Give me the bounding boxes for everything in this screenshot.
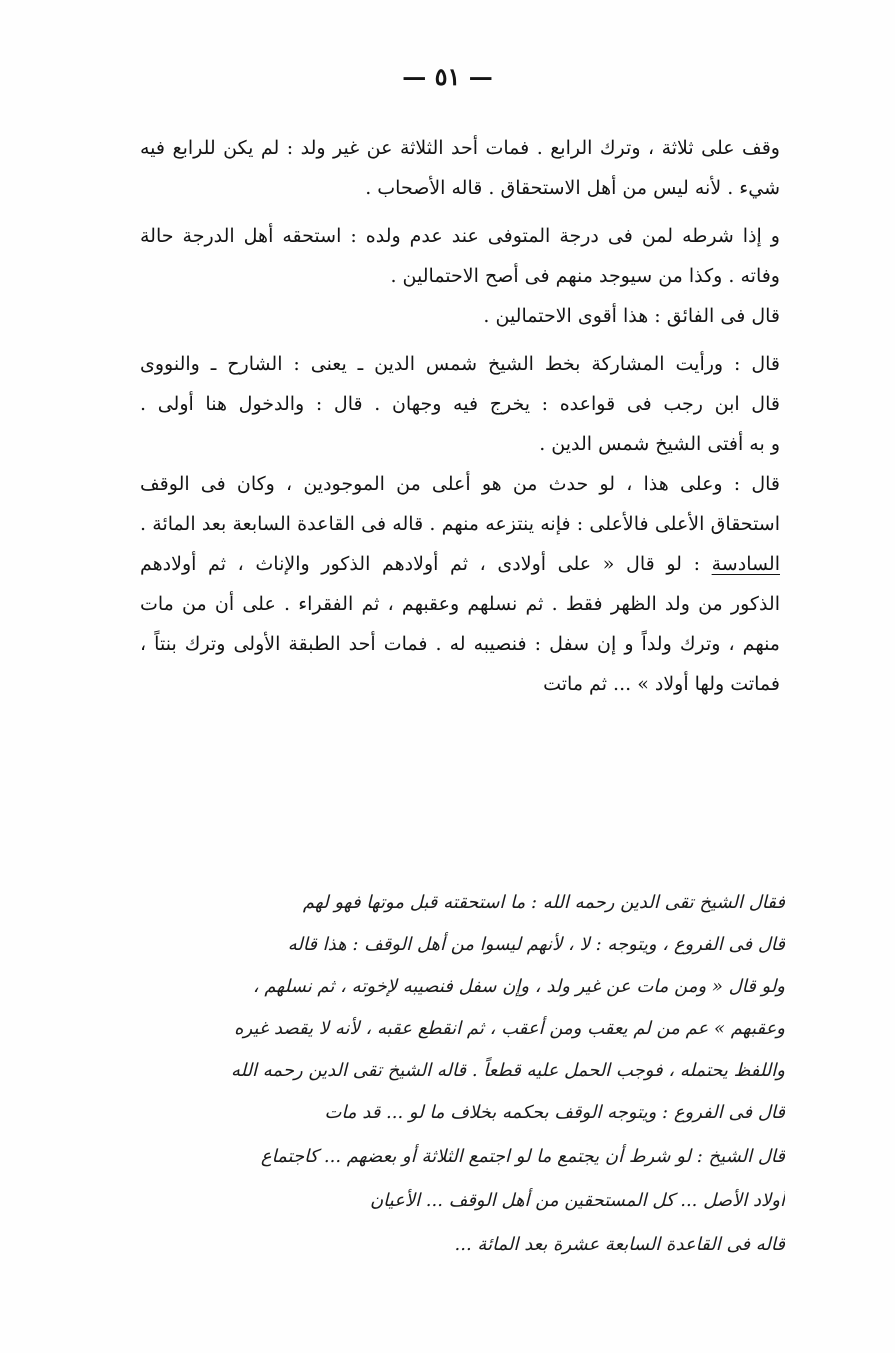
handwritten-line: أولاد الأصل ... كل المستحقين من أهل الوقف ... الأعيان: [369, 1190, 785, 1211]
sixth-issue-line: [140, 544, 780, 584]
sixth-line-rest: : لو قال « على أولادى ، ثم أولادهم الذكور والإناث ، ثم أولادهم: [140, 553, 700, 575]
handwritten-line: وعقبهم » عم من لم يعقب ومن أعقب ، ثم انقطع عقبه ، لأنه لا يقصد غيره: [234, 1018, 785, 1039]
text-line: فماتت ولها أولاد » ... ثم ماتت: [543, 673, 780, 695]
handwritten-line: قاله فى القاعدة السابعة عشرة بعد المائة ...: [454, 1234, 785, 1255]
text-line: قال ابن رجب فى قواعده : يخرج فيه وجهان . قال : والدخول هنا أولى .: [140, 393, 780, 415]
handwritten-line: قال فى الفروع ، ويتوجه : لا ، لأنهم ليسوا من أهل الوقف : هذا قاله: [287, 934, 785, 955]
text-line: استحقاق الأعلى فالأعلى : فإنه ينتزعه منهم . قاله فى القاعدة السابعة بعد المائة .: [140, 513, 780, 535]
text-line: و إذا شرطه لمن فى درجة المتوفى عند عدم ولده : استحقه أهل الدرجة حالة: [140, 225, 780, 247]
handwritten-line: فقال الشيخ تقى الدين رحمه الله : ما استحقته قبل موتها فهو لهم: [302, 892, 785, 913]
text-line: قال : ورأيت المشاركة بخط الشيخ شمس الدين ـ يعنى : الشارح ـ والنووى: [140, 353, 780, 375]
text-line: وفاته . وكذا من سيوجد منهم فى أصح الاحتمالين .: [390, 265, 780, 287]
text-line: قال فى الفائق : هذا أقوى الاحتمالين .: [483, 305, 780, 327]
paragraph-gap: [140, 208, 780, 216]
handwritten-line: واللفظ يحتمله ، فوجب الحمل عليه قطعاً . قاله الشيخ تقى الدين رحمه الله: [230, 1060, 785, 1081]
paragraph-gap: [140, 336, 780, 344]
page-number: — ٥١ —: [402, 62, 493, 91]
handwritten-line: قال الشيخ : لو شرط أن يجتمع ما لو اجتمع الثلاثة أو بعضهم ... كاجتماع: [260, 1146, 785, 1167]
handwritten-line: قال فى الفروع : ويتوجه الوقف بحكمه بخلاف ما لو ... قد مات: [324, 1102, 785, 1123]
handwritten-line: ولو قال « ومن مات عن غير ولد ، وإن سفل فنصيبه لإخوته ، ثم نسلهم ،: [252, 976, 785, 997]
text-line: قال : وعلى هذا ، لو حدث من هو أعلى من الموجودين ، وكان فى الوقف: [140, 473, 780, 495]
text-line: و به أفتى الشيخ شمس الدين .: [539, 433, 780, 455]
text-line: وقف على ثلاثة ، وترك الرابع . فمات أحد الثلاثة عن غير ولد : لم يكن للرابع فيه: [140, 137, 780, 159]
text-line: الذكور من ولد الظهر فقط . ثم نسلهم وعقبهم ، ثم الفقراء . على أن من مات: [140, 593, 780, 615]
handwritten-text-block: [135, 882, 785, 1268]
printed-text-block: [140, 128, 780, 704]
text-line: منهم ، وترك ولداً و إن سفل : فنصيبه له . فمات أحد الطبقة الأولى وترك بنتاً ،: [140, 633, 780, 655]
sixth-label: السادسة: [711, 553, 780, 575]
text-line: شيء . لأنه ليس من أهل الاستحقاق . قاله الأصحاب .: [365, 177, 780, 199]
